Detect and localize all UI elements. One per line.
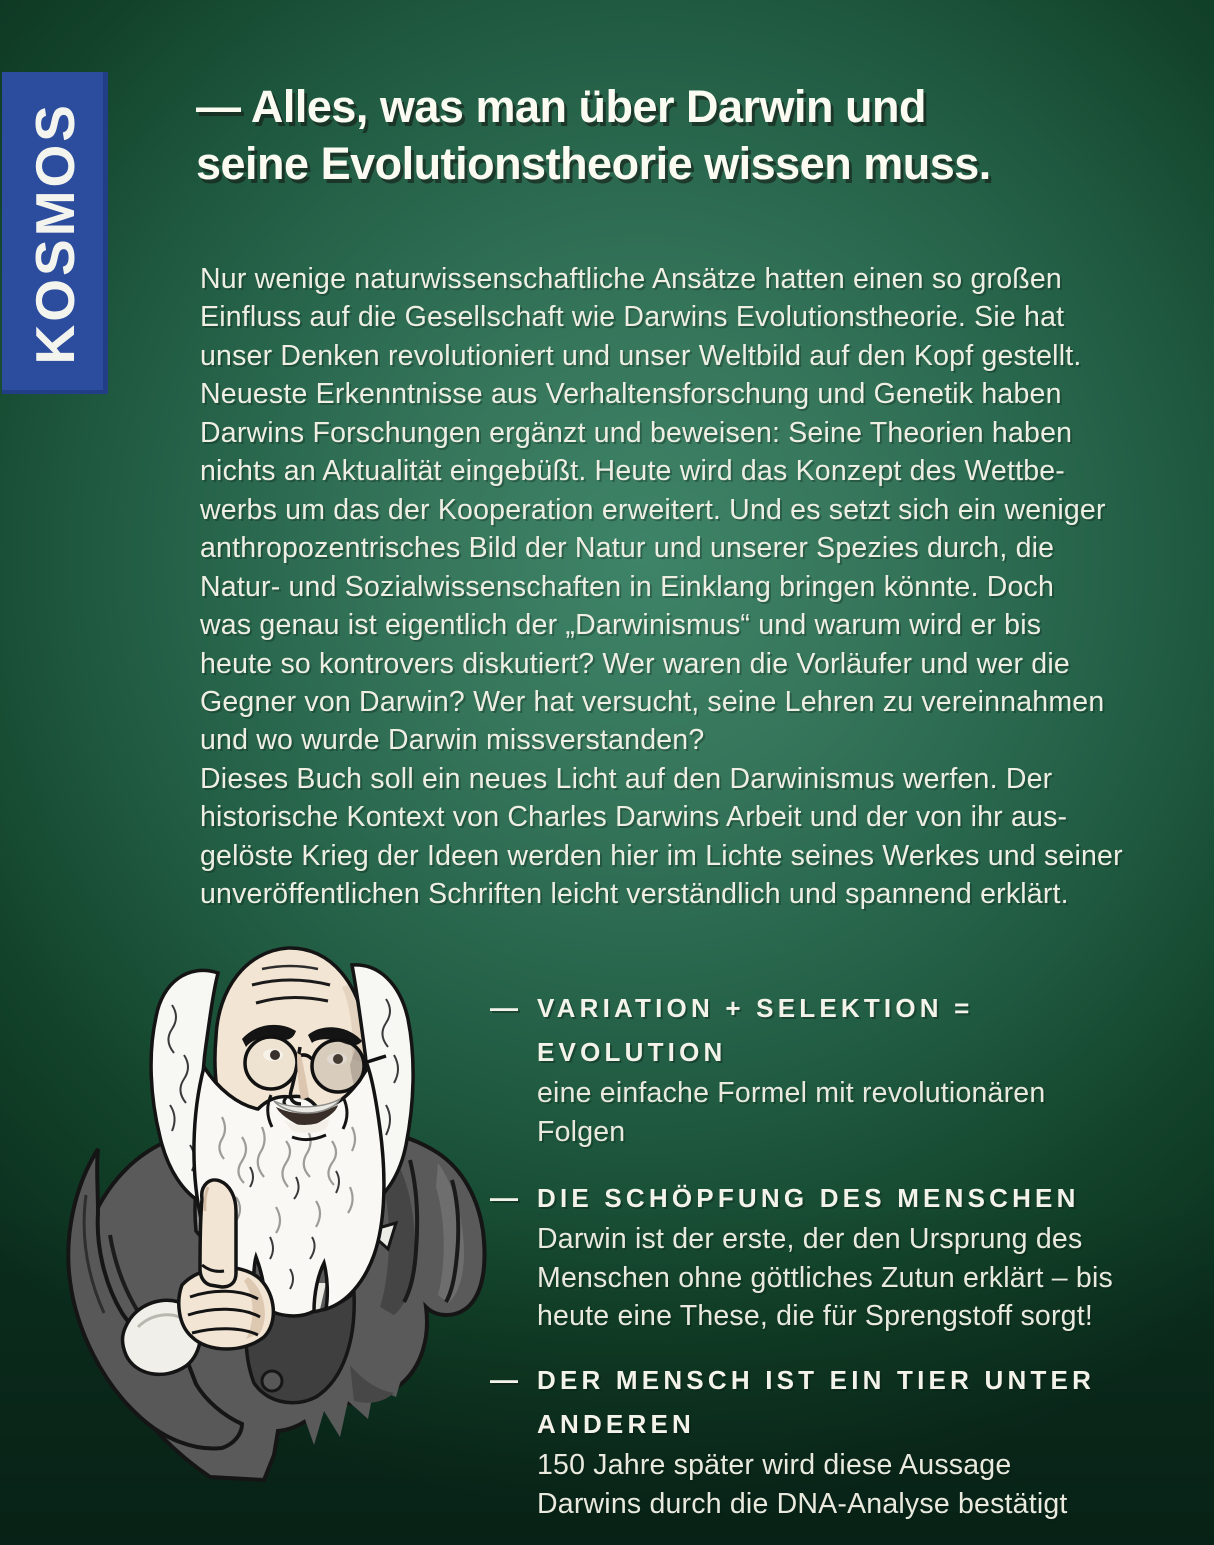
bullet-body-line: heute eine These, die für Sprengstoff sorgt! (537, 1300, 1093, 1332)
bullet-dash: — (490, 1182, 518, 1213)
bullet-dash: — (490, 1364, 518, 1395)
bullet-heading-line: DER MENSCH IST EIN TIER UNTER (537, 1365, 1096, 1395)
bullet-body-line: Folgen (537, 1115, 626, 1148)
intro-line: Neueste Erkenntnisse aus Verhaltensforschung und Genetik haben (200, 378, 1062, 411)
jacket-button (262, 1371, 282, 1391)
intro-line: heute so kontrovers diskutiert? Wer waren die Vorläufer und wer die (200, 647, 1070, 680)
intro-line: Dieses Buch soll ein neues Licht auf den Darwinismus werfen. Der (200, 762, 1053, 795)
intro-paragraph (200, 260, 1200, 914)
darwin-thumbs-up-illustration (50, 935, 510, 1545)
intro-line: Einfluss auf die Gesellschaft wie Darwins Evolutionstheorie. Sie hat (200, 301, 1065, 334)
bullet-item-schoepfung-des-menschen (490, 1176, 1180, 1336)
intro-line: Nur wenige naturwissenschaftliche Ansätze hatten einen so großen (200, 263, 1062, 295)
intro-line: Gegner von Darwin? Wer hat versucht, seine Lehren zu vereinnahmen (200, 685, 1105, 718)
page-title (196, 78, 1186, 192)
bullet-heading-line: EVOLUTION (537, 1037, 727, 1067)
intro-line: Darwins Forschungen ergänzt und beweisen: Seine Theorien haben (200, 416, 1073, 449)
headline-line-2: seine Evolutionstheorie wissen muss. (196, 138, 991, 189)
kosmos-logo-text: KOSMOS (23, 101, 86, 365)
intro-line: gelöste Krieg der Ideen werden hier im Lichte seines Werkes und seiner (200, 839, 1123, 872)
bullet-item-variation-selektion (490, 986, 1180, 1151)
bullet-heading-line: VARIATION + SELEKTION = (537, 993, 974, 1023)
bullet-body-line: Darwins durch die DNA-Analyse bestätigt (537, 1487, 1068, 1520)
bullet-body-line: Menschen ohne göttliches Zutun erklärt – bis (537, 1261, 1113, 1294)
bullet-heading-line: ANDEREN (537, 1409, 695, 1439)
bullet-heading-line: DIE SCHÖPFUNG DES MENSCHEN (537, 1183, 1080, 1213)
intro-line: werbs um das der Kooperation erweitert. Und es setzt sich ein weniger (200, 493, 1106, 526)
intro-line: anthropozentrisches Bild der Natur und unserer Spezies durch, die (200, 532, 1055, 565)
intro-line: was genau ist eigentlich der „Darwinismus“ und warum wird er bis (200, 609, 1042, 642)
bullet-body-line: Darwin ist der erste, der den Ursprung des (537, 1223, 1083, 1255)
kosmos-logo (2, 72, 108, 394)
intro-line: nichts an Aktualität eingebüßt. Heute wird das Konzept des Wettbe- (200, 455, 1065, 488)
bullet-dash: — (490, 992, 518, 1023)
bullet-item-mensch-ist-tier (490, 1358, 1180, 1523)
headline-line-1: — Alles, was man über Darwin und (196, 81, 926, 132)
intro-line: und wo wurde Darwin missverstanden? (200, 724, 705, 757)
intro-line: unveröffentlichen Schriften leicht verständlich und spannend erklärt. (200, 878, 1069, 911)
bullet-body-line: eine einfache Formel mit revolutionären (537, 1077, 1046, 1109)
intro-line: historische Kontext von Charles Darwins Arbeit und der von ihr aus- (200, 801, 1068, 834)
intro-line: Natur- und Sozialwissenschaften in Einklang bringen könnte. Doch (200, 570, 1055, 603)
bullet-body-line: 150 Jahre später wird diese Aussage (537, 1449, 1012, 1481)
intro-line: unser Denken revolutioniert und unser Weltbild auf den Kopf gestellt. (200, 339, 1082, 372)
